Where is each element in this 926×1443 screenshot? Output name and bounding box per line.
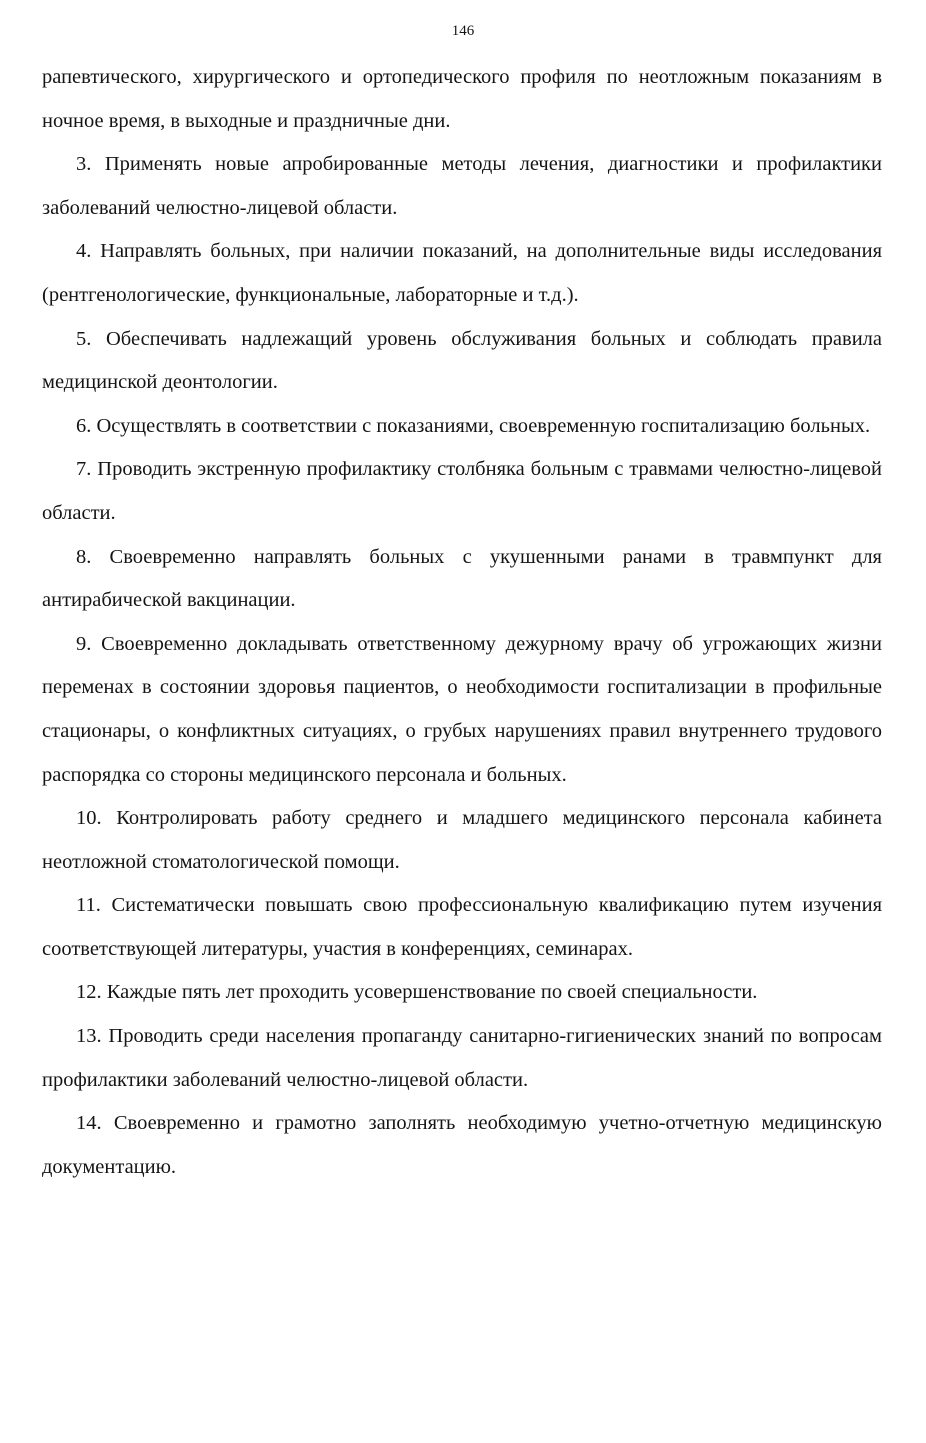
page-number: 146 (451, 23, 475, 39)
paragraph-item-9: 9. Своевременно докладывать ответственному дежурному врачу об угрожающих жизни переменах в состоянии здоровья пациентов, о необходимости госпитализации в профильные стационары, о конфликтных ситуациях, о грубых нарушениях правил внутреннего трудового распорядка со стороны медицинского персонала и больных. (42, 632, 882, 786)
paragraph-item-13: 13. Проводить среди населения пропаганду санитарно-гигиенических знаний по вопросам профилактики заболеваний челюстно-лицевой области. (42, 1025, 882, 1091)
paragraph-item-4: 4. Направлять больных, при наличии показаний, на дополнительные виды исследования (рентгенологические, функциональные, лабораторные и т.д.). (42, 240, 882, 306)
paragraph-item-3: 3. Применять новые апробированные методы лечения, диагностики и профилактики заболеваний челюстно-лицевой области. (42, 153, 882, 219)
paragraph-item-6: 6. Осуществлять в соответствии с показаниями, своевременную госпитализацию больных. (76, 414, 871, 437)
paragraph-item-11: 11. Систематически повышать свою профессиональную квалификацию путем изучения соответствующей литературы, участия в конференциях, семинарах. (42, 894, 882, 960)
paragraph-continuation: рапевтического, хирургического и ортопедического профиля по неотложным показаниям в ночное время, в выходные и праздничные дни. (42, 66, 882, 132)
paragraph-item-5: 5. Обеспечивать надлежащий уровень обслуживания больных и соблюдать правила медицинской деонтологии. (42, 327, 882, 394)
body-text (42, 56, 882, 1189)
paragraph-item-8: 8. Своевременно направлять больных с укушенными ранами в травмпункт для антирабической вакцинации. (42, 545, 882, 612)
paragraph-item-12: 12. Каждые пять лет проходить усовершенствование по своей специальности. (76, 981, 758, 1004)
paragraph-item-14: 14. Своевременно и грамотно заполнять необходимую учетно-отчетную медицинскую документацию. (42, 1112, 882, 1178)
paragraph-item-10: 10. Контролировать работу среднего и младшего медицинского персонала кабинета неотложной стоматологической помощи. (42, 807, 882, 873)
paragraph-item-7: 7. Проводить экстренную профилактику столбняка больным с травмами челюстно-лицевой области. (42, 458, 882, 524)
